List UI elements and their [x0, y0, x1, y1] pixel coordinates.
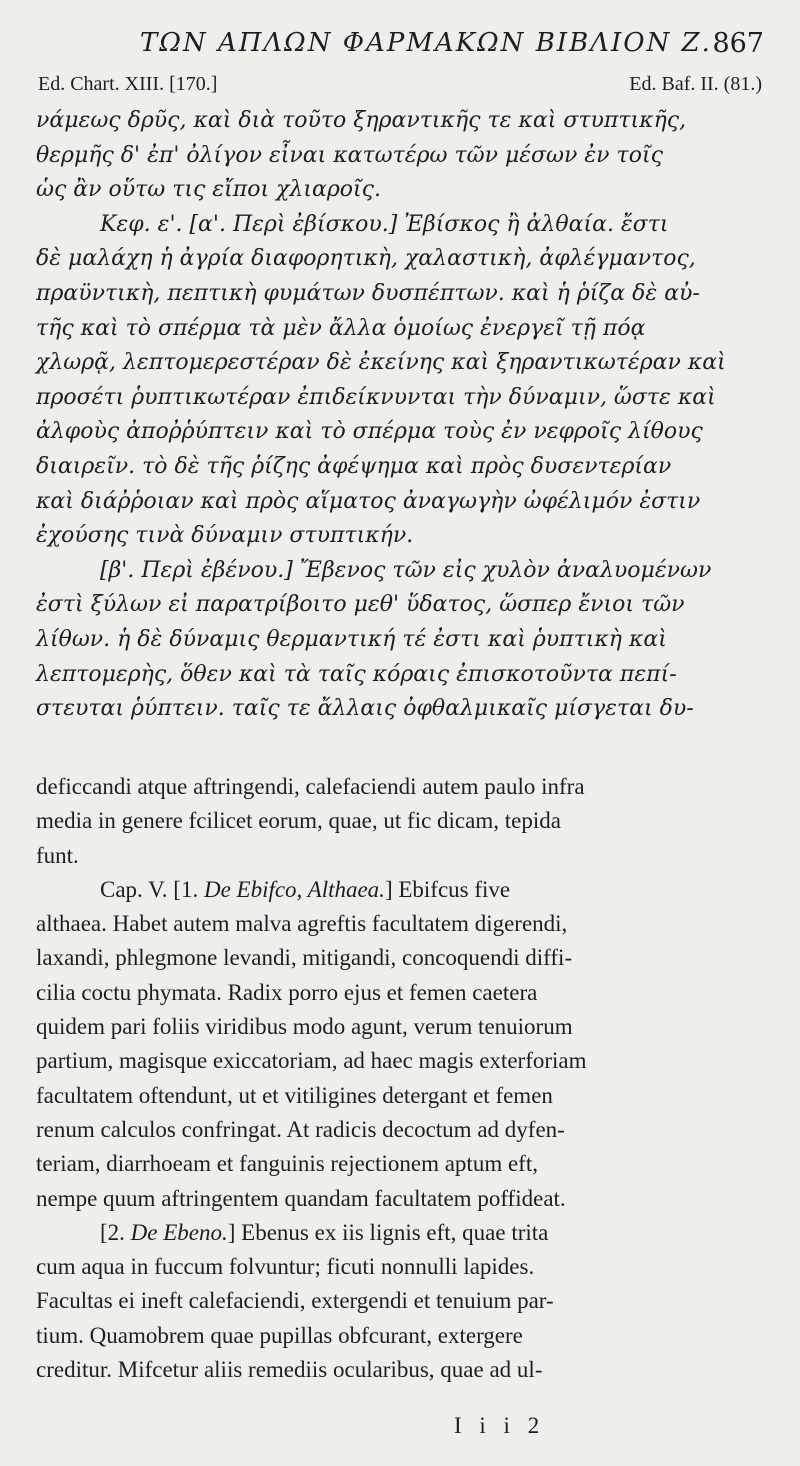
latin-line: Facultas ei ineft calefaciendi, extergendi et tenuium par-: [36, 1288, 554, 1314]
latin-line: laxandi, phlegmone levandi, mitigandi, concoquendi diffi-: [36, 945, 573, 971]
greek-line: προσέτι ῥυπτικωτέραν ἐπιδείκνυνται τὴν δύναμιν, ὥστε καὶ: [36, 384, 716, 410]
greek-line: στευται ῥύπτειν. ταῖς τε ἄλλαις ὀφθαλμικαῖς μίσγεται δυ-: [36, 696, 694, 722]
greek-line: χλωρᾷ, λεπτομερεστέραν δὲ ἐκείνης καὶ ξηραντικωτέραν καὶ: [36, 350, 726, 376]
latin-chapter-heading-line: [36, 873, 766, 907]
greek-line: δὲ μαλάχη ἡ ἀγρία διαφορητικὴ, χαλαστικὴ, ἀφλέγμαντος,: [36, 246, 696, 272]
latin-line: partium, magisque exiccatoriam, ad haec magis exterforiam: [36, 1048, 587, 1074]
greek-line: θερμῆς δ' ἐπ' ὀλίγον εἶναι κατωτέρω τῶν μέσων ἐν τοῖς: [36, 142, 663, 168]
latin-line: teriam, diarrhoeam et fanguinis rejectionem aptum eft,: [36, 1151, 538, 1177]
latin-line: creditur. Mifcetur aliis remediis ocularibus, quae ad ul-: [36, 1357, 543, 1383]
latin-line: funt.: [36, 842, 79, 868]
chapter-heading-rest: ] Ebifcus five: [384, 876, 511, 902]
greek-line: πραϋντικὴ, πεπτικὴ φυμάτων δυσπέπτων. καὶ ἡ ῥίζα δὲ αὐ-: [36, 280, 700, 306]
greek-chapter-heading-line: Κεφ. ε'. [α'. Περὶ ἐβίσκου.] Ἐβίσκος ἢ ἀλθαία. ἔστι: [100, 211, 669, 237]
latin-line: renum calculos confringat. At radicis decoctum ad dyfen-: [36, 1116, 565, 1142]
running-title: ΤΩΝ ΑΠΛΩΝ ΦΑΡΜΑΚΩΝ ΒΙΒΛΙΟΝ Ζ.: [140, 28, 712, 58]
chapter-label: Cap. V. [1.: [100, 876, 204, 902]
greek-line: ἐχούσης τινὰ δύναμιν στυπτικήν.: [36, 523, 414, 549]
edition-reference-right: Ed. Baf. II. (81.): [629, 73, 762, 95]
latin-line: tium. Quamobrem quae pupillas obfcurant, extergere: [36, 1322, 523, 1348]
section-heading-rest: ] Ebenus ex iis lignis eft, quae trita: [227, 1219, 549, 1245]
latin-text-block: [36, 770, 766, 1387]
greek-line: τῆς καὶ τὸ σπέρμα τὰ μὲν ἄλλα ὁμοίως ἐνεργεῖ τῇ πόᾳ: [36, 315, 646, 341]
page-number: 867: [712, 28, 764, 59]
latin-line: althaea. Habet autem malva agreftis facultatem digerendi,: [36, 911, 568, 937]
section-heading: De Ebeno.: [130, 1219, 228, 1245]
greek-line: διαιρεῖν. τὸ δὲ τῆς ῥίζης ἀφέψημα καὶ πρὸς δυσεντερίαν: [36, 453, 672, 479]
greek-line: καὶ διάῤῥοιαν καὶ πρὸς αἵματος ἀναγωγὴν ὠφέλιμόν ἐστιν: [36, 488, 701, 514]
greek-line: νάμεως δρῦς, καὶ διὰ τοῦτο ξηραντικῆς τε καὶ στυπτικῆς,: [36, 108, 687, 133]
signature-mark: I i i 2: [454, 1413, 546, 1438]
latin-line: quidem pari foliis viridibus modo agunt, verum tenuiorum: [36, 1014, 573, 1040]
latin-line: nempe quum aftringentem quandam facultatem poffideat.: [36, 1185, 566, 1211]
chapter-heading: De Ebifco, Althaea.: [203, 876, 385, 902]
greek-line: ὡς ἂν οὕτω τις εἴποι χλιαροῖς.: [36, 177, 381, 203]
edition-reference-left: Ed. Chart. XIII. [170.]: [38, 73, 218, 95]
latin-line: cum aqua in fuccum folvuntur; ficuti nonnulli lapides.: [36, 1254, 535, 1280]
latin-section-heading-line: [36, 1216, 766, 1250]
latin-line: deficcandi atque aftringendi, calefaciendi autem paulo infra: [36, 774, 585, 799]
latin-line: facultatem oftendunt, ut et vitiligines detergant et femen: [36, 1082, 553, 1108]
latin-line: media in genere fcilicet eorum, quae, ut fic dicam, tepida: [36, 808, 561, 834]
greek-section-heading-line: [β'. Περὶ ἐβένου.] Ἔβενος τῶν εἰς χυλὸν ἀναλυομένων: [100, 557, 712, 583]
section-label: [2.: [100, 1219, 131, 1245]
greek-line: λεπτομερὴς, ὅθεν καὶ τὰ ταῖς κόραις ἐπισκοτοῦντα πεπί-: [36, 661, 677, 687]
latin-line: cilia coctu phymata. Radix porro ejus et femen caetera: [36, 979, 538, 1005]
greek-line: λίθων. ἡ δὲ δύναμις θερμαντική τέ ἐστι καὶ ῥυπτικὴ καὶ: [36, 626, 667, 652]
greek-line: ἐστὶ ξύλων εἰ παρατρίβοιτο μεθ' ὕδατος, ὥσπερ ἔνιοι τῶν: [36, 592, 685, 618]
greek-line: ἀλφοὺς ἀποῤῥύπτειν καὶ τὸ σπέρμα τοὺς ἐν νεφροῖς λίθους: [36, 419, 703, 445]
greek-text-block: [36, 104, 766, 727]
